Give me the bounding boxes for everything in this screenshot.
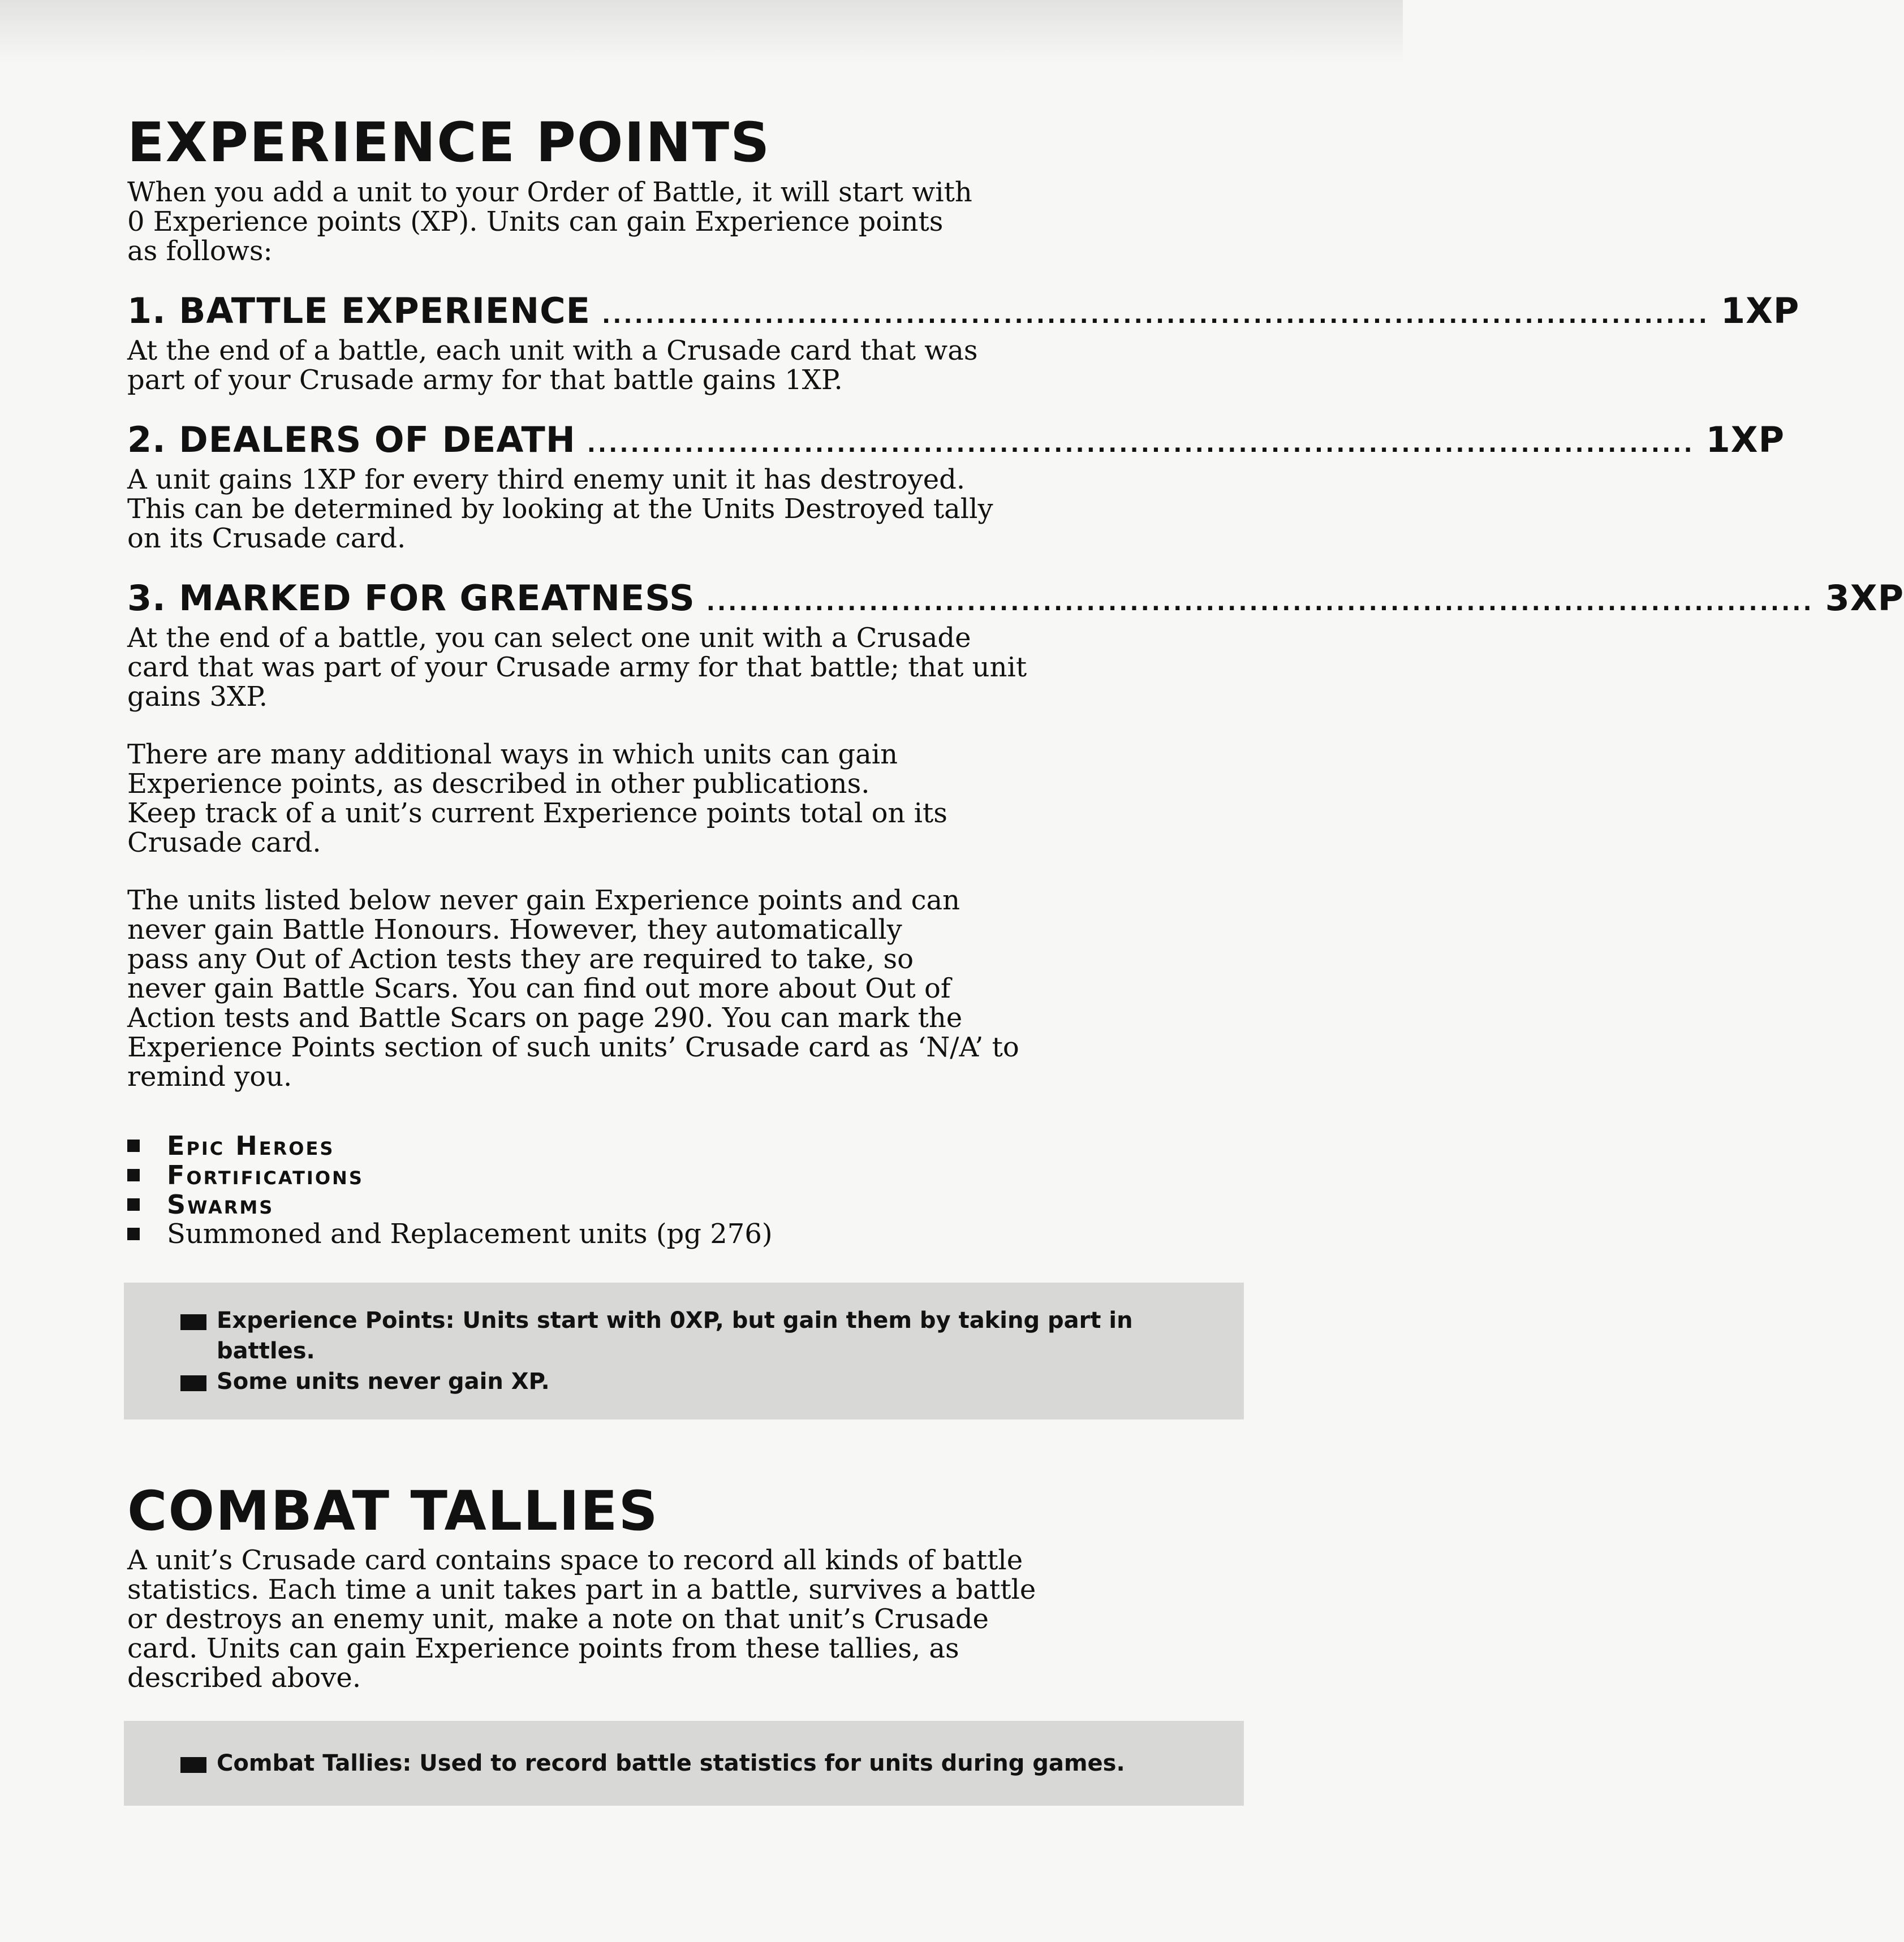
- rule-description: At the end of a battle, each unit with a Crusade card that was part of your Crusade army for that battle gains 1XP.: [127, 334, 978, 396]
- summary-text: Some units never gain XP.: [217, 1368, 550, 1395]
- bullet-square-icon: [127, 1140, 140, 1152]
- summary-label: Combat Tallies:: [217, 1750, 412, 1777]
- leader-dots: ......................................................................................................: [602, 302, 1709, 329]
- rule-xp-value: 1XP: [1720, 290, 1800, 331]
- list-item: Swarms: [127, 1190, 1259, 1219]
- summary-label: Experience Points:: [217, 1307, 455, 1333]
- rule-xp-value: 3XP: [1825, 577, 1904, 619]
- never-gain-paragraph: The units listed below never gain Experience points and can never gain Battle Honours. However, they automatically pass any Out of Action tests they are required to take, so never gain Battle Scars. You can find out more about Out of Action tests and Battle Scars on page 290. You can mark the Experience Points section of such units’ Crusade card as ‘N/A’ to remind you.: [127, 884, 1019, 1093]
- combat-tallies-text: A unit’s Crusade card contains space to record all kinds of battle statistics. Each time a unit takes part in a battle, survives a battle or destroys an enemy unit, make a note on that unit’s Crusade card. Units can gain Experience points from these tallies, as described above.: [127, 1544, 1036, 1694]
- rule-battle-experience: [127, 290, 1800, 396]
- rule-description: A unit gains 1XP for every third enemy unit it has destroyed. This can be determined by looking at the Units Destroyed tally on its Crusade card.: [127, 463, 993, 554]
- summary-item: [180, 1305, 1244, 1366]
- summary-text: Units start with 0XP, but gain them by taking part in battles.: [217, 1307, 1133, 1364]
- rule-dealers-of-death: [127, 418, 1785, 554]
- experience-points-heading: EXPERIENCE POINTS: [127, 111, 771, 174]
- rule-title: 2. DEALERS OF DEATH: [127, 418, 576, 460]
- page-scan-shading: [0, 0, 1403, 62]
- rule-title: 1. BATTLE EXPERIENCE: [127, 290, 591, 331]
- combat-summary-box: [124, 1721, 1244, 1806]
- rule-xp-value: 1XP: [1705, 418, 1785, 460]
- bullet-square-icon: [127, 1228, 140, 1240]
- bullet-square-icon: [127, 1169, 140, 1181]
- bullet-square-icon: [180, 1314, 206, 1330]
- summary-item: [180, 1366, 1244, 1397]
- bullet-square-icon: [127, 1198, 140, 1211]
- summary-text: Used to record battle statistics for units during games.: [411, 1750, 1125, 1777]
- bullet-square-icon: [180, 1757, 206, 1773]
- list-item: Summoned and Replacement units (pg 276): [127, 1219, 1259, 1249]
- rule-description: At the end of a battle, you can select one unit with a Crusade card that was part of your Crusade army for that battle; that unit gains 3XP.: [127, 622, 1027, 713]
- summary-item: [180, 1748, 1244, 1779]
- leader-dots: ......................................................................................................: [587, 431, 1695, 458]
- combat-tallies-heading: COMBAT TALLIES: [127, 1479, 659, 1543]
- list-item: Epic Heroes: [127, 1131, 1259, 1160]
- rules-page: [127, 111, 1904, 1806]
- experience-summary-box: [124, 1283, 1244, 1419]
- additional-ways-paragraph: There are many additional ways in which units can gain Experience points, as described in other publications. Keep track of a unit’s current Experience points total on its Crusade card.: [127, 738, 947, 858]
- bullet-square-icon: [180, 1375, 206, 1391]
- experience-intro: When you add a unit to your Order of Battle, it will start with 0 Experience points (XP). Units can gain Experience points as follows:: [127, 176, 972, 267]
- rule-marked-for-greatness: [127, 577, 1904, 713]
- rule-title: 3. MARKED FOR GREATNESS: [127, 577, 695, 619]
- list-item: Fortifications: [127, 1160, 1259, 1190]
- exempt-units-list: [127, 1131, 1259, 1249]
- leader-dots: ......................................................................................................: [706, 589, 1814, 616]
